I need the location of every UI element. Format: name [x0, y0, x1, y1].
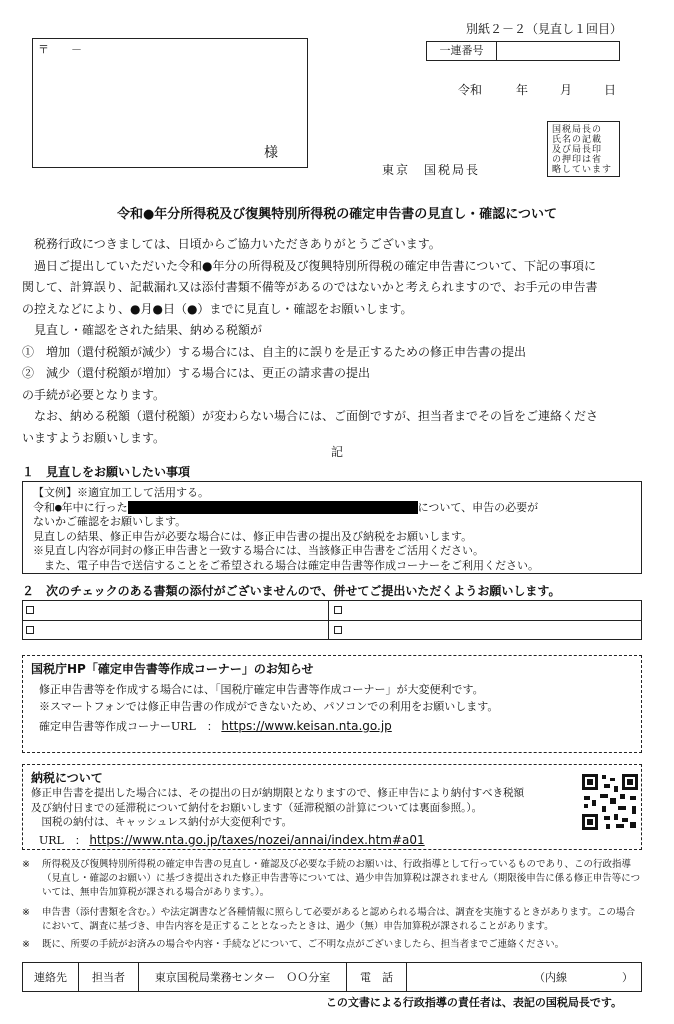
phone-label: 電 話 [347, 963, 407, 991]
footnote-text: 所得税及び復興特別所得税の確定申告書の見直し・確認及び必要な手続のお願いは、行政指導として行っているものであり、この行政指導（見直し・確認のお願い）に基づき提出された修正申告書等については、過少申告加算税は課されません（期限後申告に係る修正申告等については、無申告加算税が課される場合があります。）。 [42, 859, 641, 898]
checklist-cell[interactable] [23, 601, 333, 621]
intro-line: ② 減少（還付税額が増加）する場合には、更正の請求書の提出 [22, 366, 371, 380]
example-box [22, 481, 642, 574]
recipient-honorific: 様 [264, 145, 278, 161]
footnote-mark: ※ [22, 939, 30, 950]
footnote-mark: ※ [22, 907, 30, 918]
checklist-cell[interactable] [23, 621, 333, 641]
example-heading: 【文例】※適宜加工して活用する。 [33, 486, 209, 499]
issuer-name: 東京 国税局長 [382, 163, 481, 177]
qr-code-icon[interactable] [580, 772, 640, 832]
contact-label: 連絡先 [23, 963, 79, 991]
example-line: 見直しの結果、修正申告が必要な場合には、修正申告書の提出及び納税をお願いします。 [33, 529, 473, 543]
example-line: ※見直し内容が同封の修正申告書と一致する場合には、当該修正申告書をご活用ください。 [33, 544, 484, 557]
payment-box [22, 764, 642, 850]
intro-line: 関して、計算誤り、記載漏れ又は添付書類不備等があるのではないかと考えられますので、お手元の申告書 [22, 280, 598, 294]
notice-title: 国税庁HP「確定申告書等作成コーナー」のお知らせ [31, 662, 314, 676]
footnote-text: 既に、所要の手続がお済みの場合や内容・手続などについて、ご不明な点がございましたら、担当者までご連絡ください。 [42, 939, 565, 950]
seal-omitted-note [547, 121, 620, 177]
payment-title: 納税について [31, 771, 103, 785]
section1-heading: １ 見直しをお願いしたい事項 [22, 465, 191, 479]
intro-line: 見直し・確認をされた結果、納める税額が [22, 323, 263, 337]
notice-line: ※スマートフォンでは修正申告書の作成ができないため、パソコンでの利用をお願いします。 [39, 700, 499, 713]
footnote [22, 858, 642, 900]
payment-line: 修正申告書を提出した場合には、その提出の日が納期限となりますので、修正申告により納付すべき税額 [31, 787, 525, 799]
serial-number-label: 一連番号 [427, 42, 497, 60]
document-title: 令和●年分所得税及び復興特別所得税の確定申告書の見直し・確認について [116, 207, 558, 222]
checkbox[interactable] [26, 606, 34, 614]
date-day: 日 [604, 83, 617, 97]
contact-office: 東京国税局業務センター ＯＯ分室 [139, 963, 347, 991]
intro-line: なお、納める税額（還付税額）が変わらない場合には、ご面倒ですが、担当者までその旨をご連絡くださ [22, 409, 599, 423]
e-tax-notice-box [22, 655, 642, 753]
intro-line: 過日ご提出していただいた令和●年分の所得税及び復興特別所得税の確定申告書について、下記の事項に [22, 258, 596, 273]
intro-line: 税務行政につきましては、日頃からご協力いただきありがとうございます。 [22, 237, 441, 251]
notice-url-label: 確定申告書等作成コーナーURL ： [39, 720, 218, 733]
annex-label: 別紙２－２（見直し１回目） [466, 22, 623, 36]
example-line: ないかご確認をお願いします。 [33, 515, 187, 528]
date-year: 年 [516, 83, 529, 97]
ki-marker: 記 [330, 445, 343, 459]
attachment-checklist [22, 600, 642, 640]
intro-line: いますようお願いします。 [22, 430, 166, 445]
footnote-mark: ※ [22, 859, 30, 870]
date-month: 月 [560, 83, 573, 97]
payment-url-label: URL ： [39, 833, 86, 847]
notice-url-row [31, 715, 633, 738]
serial-number-field [426, 41, 620, 61]
checkbox[interactable] [334, 626, 342, 634]
keisan-url-link[interactable]: https://www.keisan.nta.go.jp [221, 719, 392, 733]
contact-table [22, 962, 642, 992]
footnote [22, 906, 642, 934]
checklist-cell[interactable] [331, 621, 641, 641]
person-in-charge-label: 担当者 [79, 963, 139, 991]
responsibility-note: この文書による行政指導の責任者は、表記の国税局長です。 [325, 996, 622, 1009]
checkbox[interactable] [26, 626, 34, 634]
payment-line: 及び納付日までの延滞税について納付をお願いします（延滞税額の計算については裏面参照。）。 [31, 801, 483, 814]
footnote [22, 938, 642, 952]
seal-line: 国税局長の [552, 125, 603, 135]
footnote-text: 申告書（添付書類を含む。）や法定調書など各種情報に照らして必要があると認められる場合は、調査を実施するときがあります。この場合において、調査に基づき、申告内容を是正することとなったときは、過少（無）申告加算税が課されることがあります。 [42, 907, 635, 932]
checkbox[interactable] [334, 606, 342, 614]
date-era: 令和 [458, 83, 483, 97]
intro-line: ① 増加（還付税額が減少）する場合には、自主的に誤りを是正するための修正申告書の提出 [22, 344, 527, 359]
seal-line: 及び局長印 [552, 145, 603, 155]
seal-line: の押印は省 [552, 155, 603, 165]
payment-url-row [31, 830, 633, 851]
intro-line: の控えなどにより、●月●日（●）までに見直し・確認をお願いします。 [22, 301, 413, 316]
intro-text [22, 234, 652, 449]
example-line-pre: 令和●年中に行った [33, 500, 128, 514]
intro-line: の手続が必要となります。 [22, 387, 166, 402]
payment-line: 国税の納付は、キャッシュレス納付が大変便利です。 [31, 816, 293, 828]
section2-heading: ２ 次のチェックのある書類の添付がございませんので、併せてご提出いただくようお願いします。 [22, 584, 561, 598]
postal-code: 〒 － [38, 43, 82, 56]
example-line-post: について、申告の必要が [417, 500, 539, 514]
seal-line: 略しています [552, 165, 613, 175]
notice-line: 修正申告書等を作成する場合には、「国税庁確定申告書等作成コーナー」が大変便利です。 [39, 683, 484, 696]
example-line [33, 501, 631, 516]
phone-extension: （内線 ） [534, 971, 633, 984]
checklist-cell[interactable] [331, 601, 641, 621]
example-line: また、電子申告で送信することをご希望される場合は確定申告書等作成コーナーをご利用ください。 [33, 558, 539, 572]
seal-line: 氏名の記載 [552, 135, 603, 145]
payment-url-link[interactable]: https://www.nta.go.jp/taxes/nozei/annai/index.htm#a01 [89, 832, 425, 847]
redaction-bar [128, 501, 418, 514]
